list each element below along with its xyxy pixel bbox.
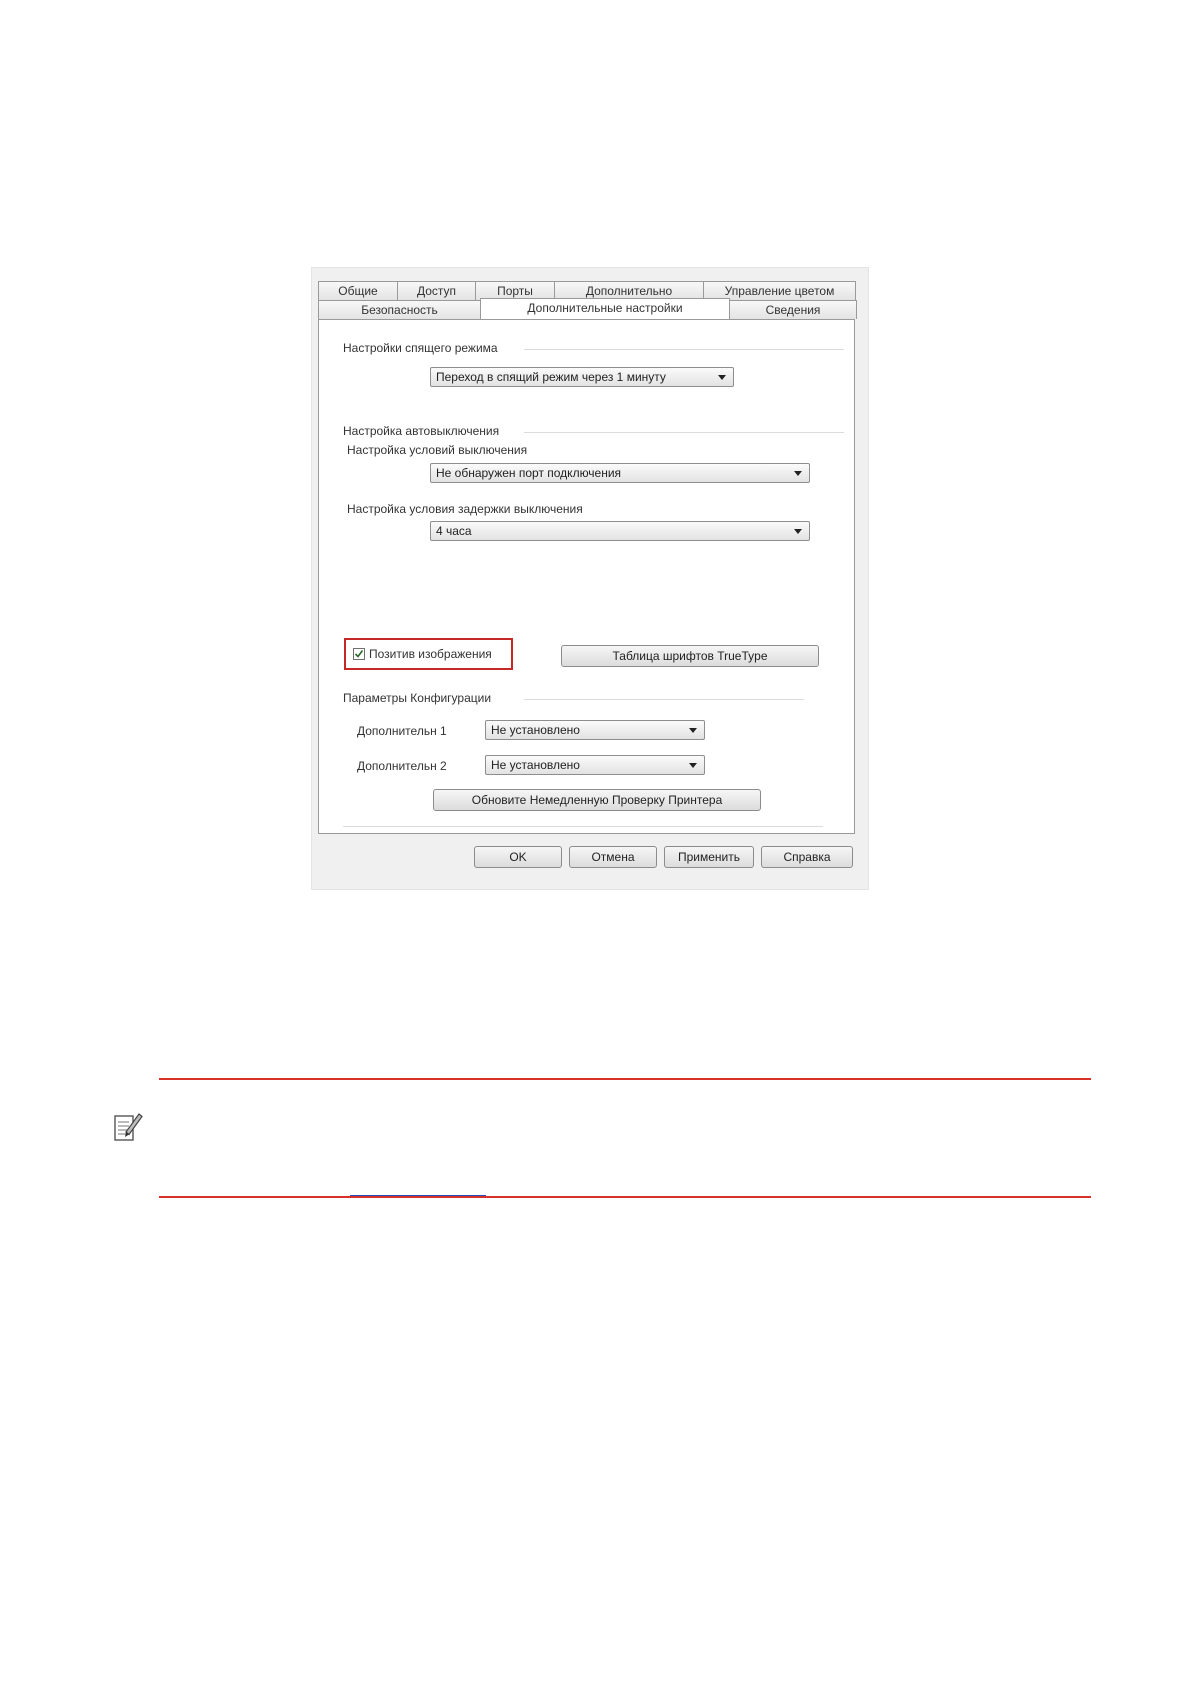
note-bottom-rule [159, 1196, 1091, 1198]
tab-security[interactable]: Безопасность [318, 300, 481, 319]
positive-image-label: Позитив изображения [369, 647, 492, 661]
option2-label: Дополнительн 2 [357, 759, 447, 773]
tab-ports[interactable]: Порты [475, 281, 555, 300]
tab-advanced[interactable]: Дополнительно [554, 281, 704, 300]
note-pencil-icon [113, 1110, 143, 1144]
note-link[interactable] [350, 1185, 486, 1196]
divider [524, 349, 844, 350]
option2-select[interactable] [485, 755, 705, 775]
positive-image-checkbox[interactable] [353, 648, 365, 660]
tab-info[interactable]: Сведения [729, 300, 857, 319]
settings-panel [318, 319, 855, 834]
tab-color-management[interactable]: Управление цветом [703, 281, 856, 300]
divider [524, 432, 844, 433]
shutdown-delay-label: Настройка условия задержки выключения [347, 502, 583, 516]
sleep-mode-select[interactable] [430, 367, 734, 387]
shutdown-conditions-value: Не обнаружен порт подключения [436, 466, 622, 480]
dropdown-arrow-icon [689, 728, 697, 733]
tab-additional-settings[interactable]: Дополнительные настройки [480, 298, 730, 319]
help-button[interactable]: Справка [761, 846, 853, 868]
sleep-group-title: Настройки спящего режима [343, 341, 498, 355]
update-printer-check-button[interactable]: Обновите Немедленную Проверку Принтера [433, 789, 761, 811]
divider [343, 826, 823, 827]
truetype-font-table-button[interactable]: Таблица шрифтов TrueType [561, 645, 819, 667]
sleep-mode-value: Переход в спящий режим через 1 минуту [436, 370, 666, 384]
printer-properties-dialog [311, 267, 869, 890]
shutdown-conditions-select[interactable] [430, 463, 810, 483]
shutdown-delay-value: 4 часа [436, 524, 472, 538]
tab-general[interactable]: Общие [318, 281, 398, 300]
shutdown-conditions-label: Настройка условий выключения [347, 443, 528, 457]
config-group-title: Параметры Конфигурации [343, 691, 492, 705]
shutdown-delay-select[interactable] [430, 521, 810, 541]
apply-button[interactable]: Применить [664, 846, 754, 868]
option1-select[interactable] [485, 720, 705, 740]
dropdown-arrow-icon [794, 471, 802, 476]
check-icon [354, 649, 364, 659]
tab-access[interactable]: Доступ [397, 281, 476, 300]
option2-value: Не установлено [491, 758, 580, 772]
ok-button[interactable]: OK [474, 846, 562, 868]
option1-label: Дополнительн 1 [357, 724, 447, 738]
divider [524, 699, 804, 700]
autooff-group-title: Настройка автовыключения [343, 424, 500, 438]
dropdown-arrow-icon [689, 763, 697, 768]
option1-value: Не установлено [491, 723, 580, 737]
highlight-frame [344, 638, 513, 670]
cancel-button[interactable]: Отмена [569, 846, 657, 868]
dropdown-arrow-icon [718, 375, 726, 380]
dropdown-arrow-icon [794, 529, 802, 534]
tab-row-front [318, 300, 857, 319]
note-top-rule [159, 1078, 1091, 1080]
